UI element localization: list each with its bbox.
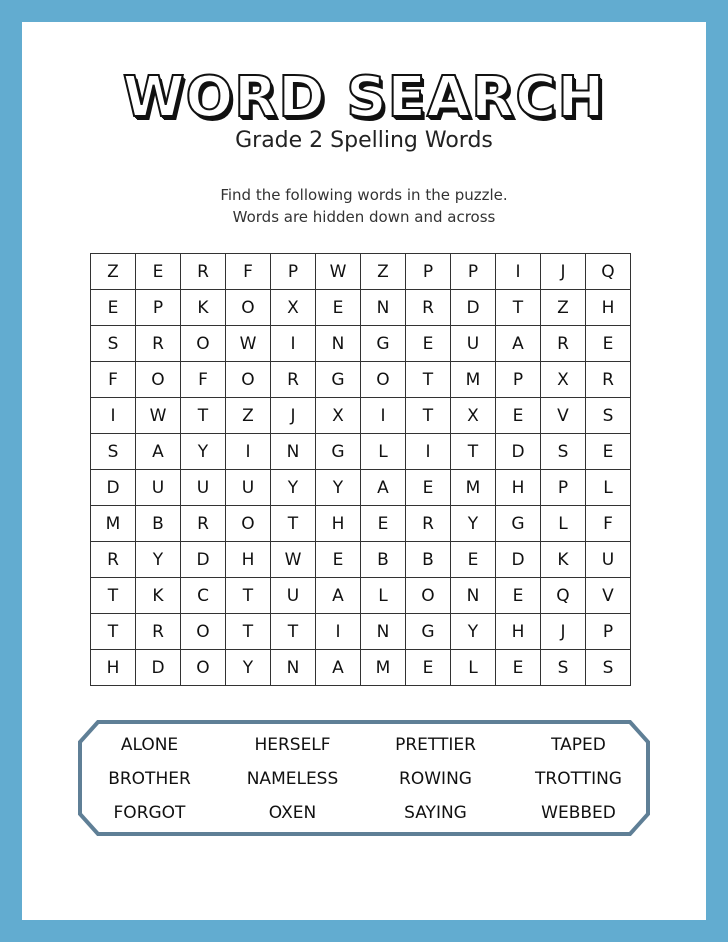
grid-row (91, 254, 631, 290)
grid-cell: A (361, 470, 406, 506)
grid-cell: M (361, 650, 406, 686)
grid-cell: E (586, 434, 631, 470)
grid-cell: T (181, 398, 226, 434)
grid-cell: J (271, 398, 316, 434)
grid-cell: P (136, 290, 181, 326)
instructions-line-1: Find the following words in the puzzle. (220, 186, 508, 204)
grid-cell: G (496, 506, 541, 542)
word-bank-item: NAMELESS (246, 769, 339, 789)
grid-cell: X (451, 398, 496, 434)
grid-cell: K (181, 290, 226, 326)
grid-cell: S (586, 650, 631, 686)
grid-cell: T (496, 290, 541, 326)
grid-cell: P (406, 254, 451, 290)
grid-cell: R (541, 326, 586, 362)
grid-row (91, 506, 631, 542)
grid-cell: T (451, 434, 496, 470)
grid-cell: Z (226, 398, 271, 434)
grid-cell: H (316, 506, 361, 542)
grid-cell: W (136, 398, 181, 434)
grid-cell: E (496, 650, 541, 686)
grid-cell: T (226, 614, 271, 650)
grid-cell: R (91, 542, 136, 578)
grid-cell: D (451, 290, 496, 326)
grid-cell: D (496, 434, 541, 470)
grid-cell: G (361, 326, 406, 362)
grid-cell: D (181, 542, 226, 578)
word-bank-item: BROTHER (108, 769, 191, 789)
word-bank-item: TROTTING (535, 769, 622, 789)
grid-cell: Y (226, 650, 271, 686)
grid-cell: P (541, 470, 586, 506)
word-bank-item: TAPED (551, 735, 606, 755)
grid-cell: E (91, 290, 136, 326)
grid-cell: A (316, 578, 361, 614)
grid-cell: I (406, 434, 451, 470)
grid-cell: U (586, 542, 631, 578)
grid-cell: T (91, 578, 136, 614)
grid-cell: V (586, 578, 631, 614)
grid-cell: A (496, 326, 541, 362)
grid-cell: Z (541, 290, 586, 326)
grid-cell: N (271, 650, 316, 686)
grid-cell: E (361, 506, 406, 542)
grid-cell: P (586, 614, 631, 650)
word-bank-item: WEBBED (541, 803, 616, 823)
grid-cell: H (496, 614, 541, 650)
grid-cell: S (586, 398, 631, 434)
grid-cell: E (586, 326, 631, 362)
grid-row (91, 614, 631, 650)
grid-cell: W (226, 326, 271, 362)
grid-cell: R (271, 362, 316, 398)
instructions (22, 184, 706, 228)
grid-cell: L (541, 506, 586, 542)
word-bank (78, 720, 650, 836)
grid-cell: X (316, 398, 361, 434)
grid-cell: T (91, 614, 136, 650)
grid-cell: N (361, 614, 406, 650)
grid-cell: R (586, 362, 631, 398)
grid-cell: W (316, 254, 361, 290)
page-subtitle: Grade 2 Spelling Words (235, 128, 493, 153)
grid-cell: L (586, 470, 631, 506)
grid-cell: R (406, 290, 451, 326)
letter-grid (90, 253, 631, 686)
word-bank-item: FORGOT (113, 803, 186, 823)
grid-row (91, 434, 631, 470)
grid-cell: E (406, 650, 451, 686)
grid-cell: I (361, 398, 406, 434)
grid-cell: S (91, 326, 136, 362)
grid-cell: F (181, 362, 226, 398)
grid-cell: W (271, 542, 316, 578)
grid-cell: R (136, 326, 181, 362)
grid-cell: L (361, 578, 406, 614)
grid-cell: M (451, 362, 496, 398)
grid-cell: G (316, 434, 361, 470)
word-bank-item: ALONE (120, 735, 179, 755)
grid-cell: D (136, 650, 181, 686)
grid-cell: J (541, 254, 586, 290)
grid-cell: O (136, 362, 181, 398)
grid-cell: R (181, 506, 226, 542)
grid-row (91, 326, 631, 362)
grid-cell: E (406, 326, 451, 362)
grid-cell: O (406, 578, 451, 614)
grid-cell: Z (361, 254, 406, 290)
grid-cell: B (136, 506, 181, 542)
grid-cell: V (541, 398, 586, 434)
grid-cell: M (91, 506, 136, 542)
grid-cell: M (451, 470, 496, 506)
word-bank-item: SAYING (404, 803, 467, 823)
grid-cell: P (271, 254, 316, 290)
grid-row (91, 578, 631, 614)
grid-cell: K (541, 542, 586, 578)
grid-cell: U (271, 578, 316, 614)
worksheet-page (22, 22, 706, 920)
grid-cell: P (496, 362, 541, 398)
grid-cell: R (136, 614, 181, 650)
grid-cell: E (496, 398, 541, 434)
grid-cell: D (91, 470, 136, 506)
word-list (78, 720, 650, 836)
grid-cell: A (316, 650, 361, 686)
grid-cell: O (361, 362, 406, 398)
grid-cell: Y (271, 470, 316, 506)
grid-cell: X (271, 290, 316, 326)
grid-row (91, 362, 631, 398)
grid-cell: O (181, 614, 226, 650)
word-bank-item: ROWING (399, 769, 472, 789)
grid-cell: R (181, 254, 226, 290)
grid-cell: L (451, 650, 496, 686)
grid-cell: H (586, 290, 631, 326)
grid-row (91, 470, 631, 506)
grid-cell: O (226, 362, 271, 398)
grid-cell: E (451, 542, 496, 578)
grid-cell: P (451, 254, 496, 290)
grid-cell: C (181, 578, 226, 614)
word-bank-item: PRETTIER (395, 735, 476, 755)
grid-cell: Y (316, 470, 361, 506)
grid-cell: H (496, 470, 541, 506)
grid-cell: T (406, 398, 451, 434)
grid-cell: A (136, 434, 181, 470)
grid-cell: Q (586, 254, 631, 290)
grid-cell: S (541, 434, 586, 470)
grid-cell: O (226, 290, 271, 326)
grid-cell: E (406, 470, 451, 506)
grid-cell: S (541, 650, 586, 686)
word-bank-item: HERSELF (254, 735, 331, 755)
grid-cell: E (496, 578, 541, 614)
grid-cell: I (271, 326, 316, 362)
grid-cell: N (316, 326, 361, 362)
grid-cell: I (316, 614, 361, 650)
grid-cell: E (316, 542, 361, 578)
grid-row (91, 290, 631, 326)
grid-cell: Y (181, 434, 226, 470)
grid-cell: Z (91, 254, 136, 290)
grid-cell: B (406, 542, 451, 578)
grid-cell: I (496, 254, 541, 290)
page-title: WORD SEARCH (122, 65, 606, 130)
grid-row (91, 398, 631, 434)
grid-cell: G (316, 362, 361, 398)
grid-cell: N (271, 434, 316, 470)
grid-cell: S (91, 434, 136, 470)
grid-cell: E (316, 290, 361, 326)
grid-cell: E (136, 254, 181, 290)
instructions-line-2: Words are hidden down and across (232, 208, 496, 226)
grid-cell: U (451, 326, 496, 362)
grid-row (91, 650, 631, 686)
grid-cell: I (226, 434, 271, 470)
grid-cell: L (361, 434, 406, 470)
grid-cell: T (406, 362, 451, 398)
grid-cell: Y (451, 614, 496, 650)
grid-cell: G (406, 614, 451, 650)
grid-row (91, 542, 631, 578)
grid-cell: H (91, 650, 136, 686)
grid-cell: U (226, 470, 271, 506)
grid-cell: T (271, 506, 316, 542)
grid-cell: D (496, 542, 541, 578)
grid-cell: N (361, 290, 406, 326)
grid-cell: Y (136, 542, 181, 578)
grid-cell: R (406, 506, 451, 542)
grid-cell: B (361, 542, 406, 578)
grid-cell: O (226, 506, 271, 542)
grid-cell: F (91, 362, 136, 398)
grid-cell: F (226, 254, 271, 290)
grid-cell: F (586, 506, 631, 542)
grid-cell: Y (451, 506, 496, 542)
grid-cell: T (271, 614, 316, 650)
grid-cell: K (136, 578, 181, 614)
word-bank-item: OXEN (268, 803, 317, 823)
grid-cell: T (226, 578, 271, 614)
grid-cell: J (541, 614, 586, 650)
grid-cell: X (541, 362, 586, 398)
grid-cell: H (226, 542, 271, 578)
grid-cell: U (181, 470, 226, 506)
grid-cell: N (451, 578, 496, 614)
grid-cell: O (181, 650, 226, 686)
grid-cell: U (136, 470, 181, 506)
grid-cell: I (91, 398, 136, 434)
grid-cell: Q (541, 578, 586, 614)
grid-cell: O (181, 326, 226, 362)
